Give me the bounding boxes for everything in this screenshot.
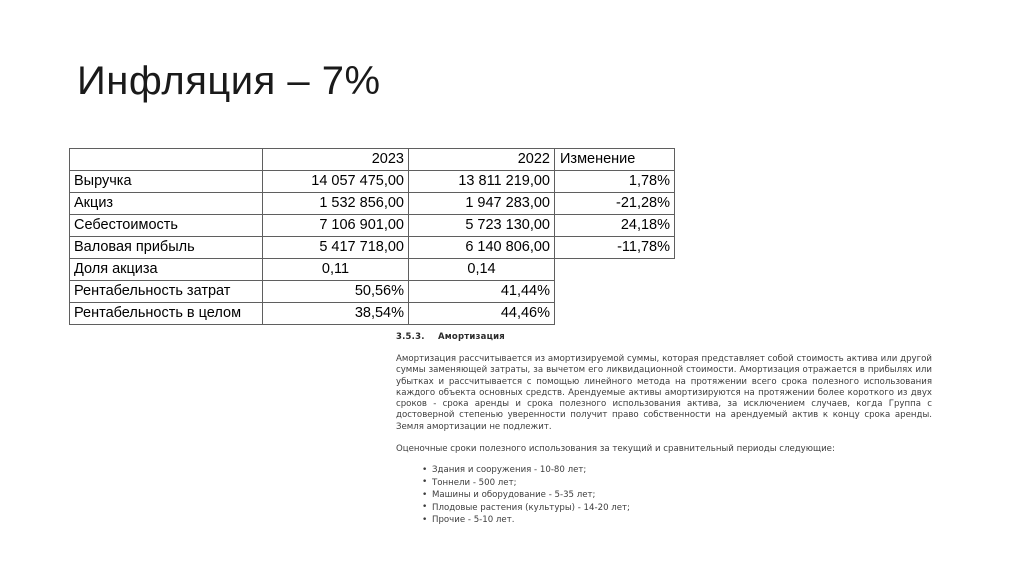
row-value-2022: 44,46% (409, 303, 555, 325)
header-cell-change: Изменение (555, 149, 675, 171)
table-body (70, 149, 675, 325)
page-title: Инфляция – 7% (77, 59, 381, 103)
list-item: • Тоннели - 500 лет; (422, 477, 944, 489)
table-row (70, 171, 675, 193)
row-value-change: -11,78% (555, 237, 675, 259)
row-value-change: 24,18% (555, 215, 675, 237)
row-value-2023: 7 106 901,00 (263, 215, 409, 237)
table-row (70, 193, 675, 215)
row-value-2023: 38,54% (263, 303, 409, 325)
list-item: • Здания и сооружения - 10-80 лет; (422, 464, 944, 476)
row-value-2022: 13 811 219,00 (409, 171, 555, 193)
row-label (70, 303, 263, 325)
row-label: Акциз (70, 193, 263, 215)
row-value-2023: 50,56% (263, 281, 409, 303)
list-item: • Машины и оборудование - 5-35 лет; (422, 489, 944, 501)
row-value-change (555, 281, 675, 303)
document-paragraph: Амортизация рассчитывается из амортизируемой суммы, которая представляет собой стоимость актива или другой суммы заменяющей затраты, за вычетом его ликвидационной стоимости. Амортизация отражается в прибылях или убытках и рассчитывается с помощью линейного метода на протяжении всего срока полезного использования каждого объекта основных средств. Арендуемые активы амортизируются на протяжении более короткого из двух сроков - срока аренды и срока полезного использования актива, за исключением случаев, когда Группа с достоверной степенью уверенности получит право собственности на арендуемый актив к концу срока аренды. Земля амортизации не подлежит. (396, 354, 932, 432)
list-item: • Плодовые растения (культуры) - 14-20 лет; (422, 502, 944, 514)
row-value-2022: 1 947 283,00 (409, 193, 555, 215)
row-value-change (555, 303, 675, 325)
table-row (70, 215, 675, 237)
row-value-2023: 5 417 718,00 (263, 237, 409, 259)
document-excerpt (396, 332, 944, 526)
row-label: Выручка (70, 171, 263, 193)
row-value-change: 1,78% (555, 171, 675, 193)
row-label-text: Рентабельность затрат (74, 283, 231, 299)
row-value-change: -21,28% (555, 193, 675, 215)
table-header-row (70, 149, 675, 171)
row-label (70, 281, 263, 303)
row-value-2023: 14 057 475,00 (263, 171, 409, 193)
row-label: Себестоимость (70, 215, 263, 237)
row-label: Доля акциза (70, 259, 263, 281)
table-row (70, 281, 675, 303)
table-row (70, 303, 675, 325)
header-cell-2023: 2023 (263, 149, 409, 171)
table-row (70, 259, 675, 281)
row-value-change (555, 259, 675, 281)
header-cell-2022: 2022 (409, 149, 555, 171)
section-number: 3.5.3. (396, 332, 425, 342)
table-row (70, 237, 675, 259)
row-label: Валовая прибыль (70, 237, 263, 259)
financial-table (69, 148, 675, 325)
useful-life-list (396, 464, 944, 526)
list-item: • Прочие - 5-10 лет. (422, 514, 944, 526)
section-title: Амортизация (438, 332, 505, 342)
row-value-2022: 6 140 806,00 (409, 237, 555, 259)
document-lead-in: Оценочные сроки полезного использования за текущий и сравнительный периоды следующие: (396, 444, 835, 455)
header-cell-label (70, 149, 263, 171)
row-label-text: Рентабельность в целом (74, 305, 242, 321)
row-value-2022: 41,44% (409, 281, 555, 303)
row-value-2023: 1 532 856,00 (263, 193, 409, 215)
document-section-heading (396, 332, 944, 342)
row-value-2022: 0,14 (409, 259, 555, 281)
row-value-2023: 0,11 (263, 259, 409, 281)
row-value-2022: 5 723 130,00 (409, 215, 555, 237)
